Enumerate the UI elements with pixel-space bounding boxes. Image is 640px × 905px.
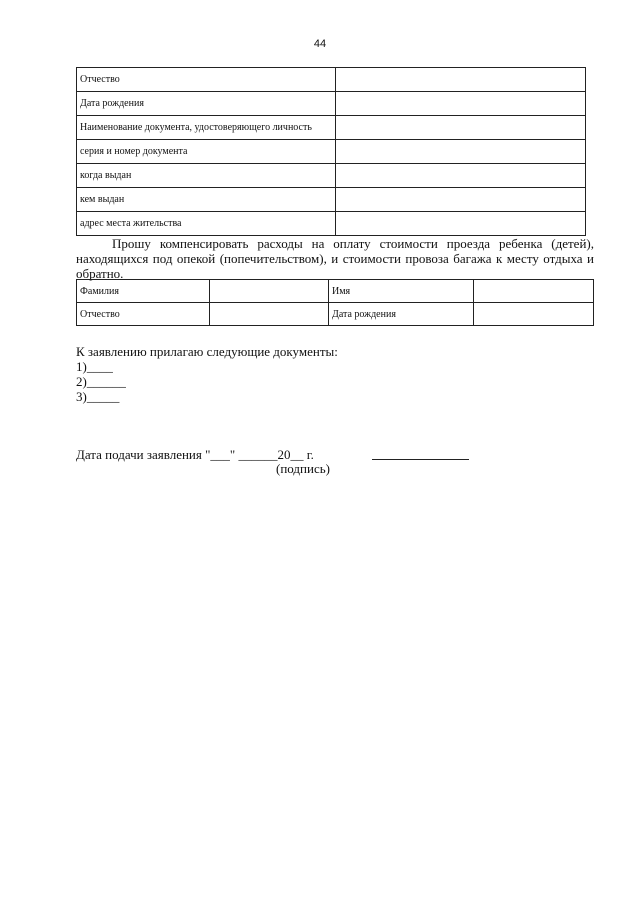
- applicant-row-label: Дата рождения: [77, 92, 336, 116]
- applicant-row-value: [336, 188, 586, 212]
- applicant-row-value: [336, 92, 586, 116]
- applicant-row-value: [336, 140, 586, 164]
- page-number: 44: [313, 38, 327, 50]
- applicant-row-label: Отчество: [77, 68, 336, 92]
- child-row-value: [474, 280, 594, 303]
- applicant-row-label: когда выдан: [77, 164, 336, 188]
- applicant-row: [77, 68, 586, 92]
- applicant-info-table: [76, 67, 586, 236]
- child-row-label: Имя: [329, 280, 474, 303]
- submission-date-line: Дата подачи заявления "___" ______20__ г.: [76, 447, 314, 462]
- applicant-row-label: Наименование документа, удостоверяющего личность: [77, 116, 336, 140]
- applicant-row-label: адрес места жительства: [77, 212, 336, 236]
- applicant-row-value: [336, 212, 586, 236]
- attachments-section: [76, 344, 338, 404]
- attachments-heading: К заявлению прилагаю следующие документы:: [76, 344, 338, 359]
- request-paragraph: [76, 236, 594, 281]
- attachment-item-1: 1)____: [76, 359, 113, 374]
- attachment-item-3: 3)_____: [76, 389, 120, 404]
- applicant-row-value: [336, 164, 586, 188]
- attachment-item-2: 2)______: [76, 374, 126, 389]
- child-row: [77, 303, 594, 326]
- applicant-row-label: кем выдан: [77, 188, 336, 212]
- applicant-row: [77, 188, 586, 212]
- applicant-row-label: серия и номер документа: [77, 140, 336, 164]
- child-row-label: Фамилия: [77, 280, 210, 303]
- child-row-value: [474, 303, 594, 326]
- applicant-row: [77, 92, 586, 116]
- applicant-row: [77, 164, 586, 188]
- child-row-value: [210, 280, 329, 303]
- applicant-row-value: [336, 116, 586, 140]
- child-row-label: Дата рождения: [329, 303, 474, 326]
- applicant-row: [77, 212, 586, 236]
- child-row-value: [210, 303, 329, 326]
- child-row-label: Отчество: [77, 303, 210, 326]
- signature-caption: (подпись): [276, 461, 330, 476]
- applicant-row: [77, 140, 586, 164]
- child-info-table: [76, 279, 594, 326]
- applicant-row-value: [336, 68, 586, 92]
- child-row: [77, 280, 594, 303]
- signature-line: [372, 459, 469, 460]
- applicant-row: [77, 116, 586, 140]
- request-text: Прошу компенсировать расходы на оплату стоимости проезда ребенка (детей), находящихся под опекой (попечительством), и стоимости провоза багажа к месту отдыха и обратно.: [76, 236, 594, 281]
